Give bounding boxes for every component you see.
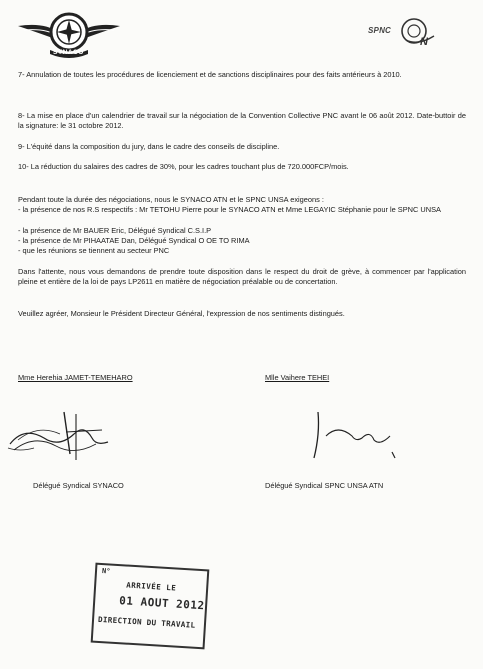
signature-left — [4, 404, 114, 466]
signature-right — [300, 406, 410, 464]
stamp-number-label: N° — [101, 567, 111, 576]
item-7: 7- Annulation de toutes les procédures de licenciement et de sanctions disciplinaires pour des faits antérieurs à 2010. — [18, 70, 402, 79]
signatory-role-right: Délégué Syndical SPNC UNSA ATN — [265, 481, 384, 490]
attente-paragraph: Dans l'attente, nous vous demandons de prendre toute disposition dans le respect du droit de grève, à commencer par l'application pleine et entière de la loi de pays LP2611 en matière de négociation préalable ou de concertation. — [18, 267, 466, 287]
synaco-logo-text: SYNACO — [53, 49, 84, 56]
item-10: 10- La réduction du salaires des cadres de 30%, pour les cadres touchant plus de 720.000FCP/mois. — [18, 162, 349, 171]
stamp-date: 01 AOUT 2012 — [118, 594, 205, 613]
signatory-role-left: Délégué Syndical SYNACO — [33, 481, 124, 490]
item-9: 9- L'équité dans la composition du jury, dans le cadre des conseils de discipline. — [18, 142, 280, 151]
item-8: 8- La mise en place d'un calendrier de travail sur la négociation de la Convention Collective PNC avant le 06 août 2012. Date-buttoir de la signature: le 31 octobre 2012. — [18, 111, 466, 131]
synaco-logo — [14, 4, 124, 66]
closing-paragraph: Veuillez agréer, Monsieur le Président Directeur Général, l'expression de nos sentiments distingués. — [18, 309, 345, 318]
spnc-logo-text: SPNC — [368, 26, 392, 35]
stamp-arrival-label: ARRIVÉE LE — [125, 580, 177, 593]
spnc-logo — [368, 12, 438, 48]
svg-text:N: N — [420, 36, 428, 48]
negotiation-intro: Pendant toute la durée des négociations, nous le SYNACO ATN et le SPNC UNSA exigeons : — [18, 195, 324, 204]
negotiation-bullet: - la présence de nos R.S respectifs : Mr TETOHU Pierre pour le SYNACO ATN et Mme LEGAYIC Stéphanie pour le SPNC UNSA — [18, 205, 441, 214]
stamp-department: DIRECTION DU TRAVAIL — [97, 614, 196, 630]
negotiation-bullet: - la présence de Mr PIHAATAE Dan, Délégué Syndical O OE TO RIMA — [18, 236, 250, 245]
negotiation-bullet: - que les réunions se tiennent au secteur PNC — [18, 246, 170, 255]
signatory-name-left: Mme Herehia JAMET-TEMEHARO — [18, 373, 133, 382]
negotiation-bullet: - la présence de Mr BAUER Eric, Délégué Syndical C.S.I.P — [18, 226, 212, 235]
arrival-stamp — [91, 563, 210, 650]
synaco-emblem-icon — [14, 4, 124, 66]
signatory-name-right: Mlle Vaihere TEHEI — [265, 373, 330, 382]
spnc-emblem-icon — [396, 14, 438, 48]
